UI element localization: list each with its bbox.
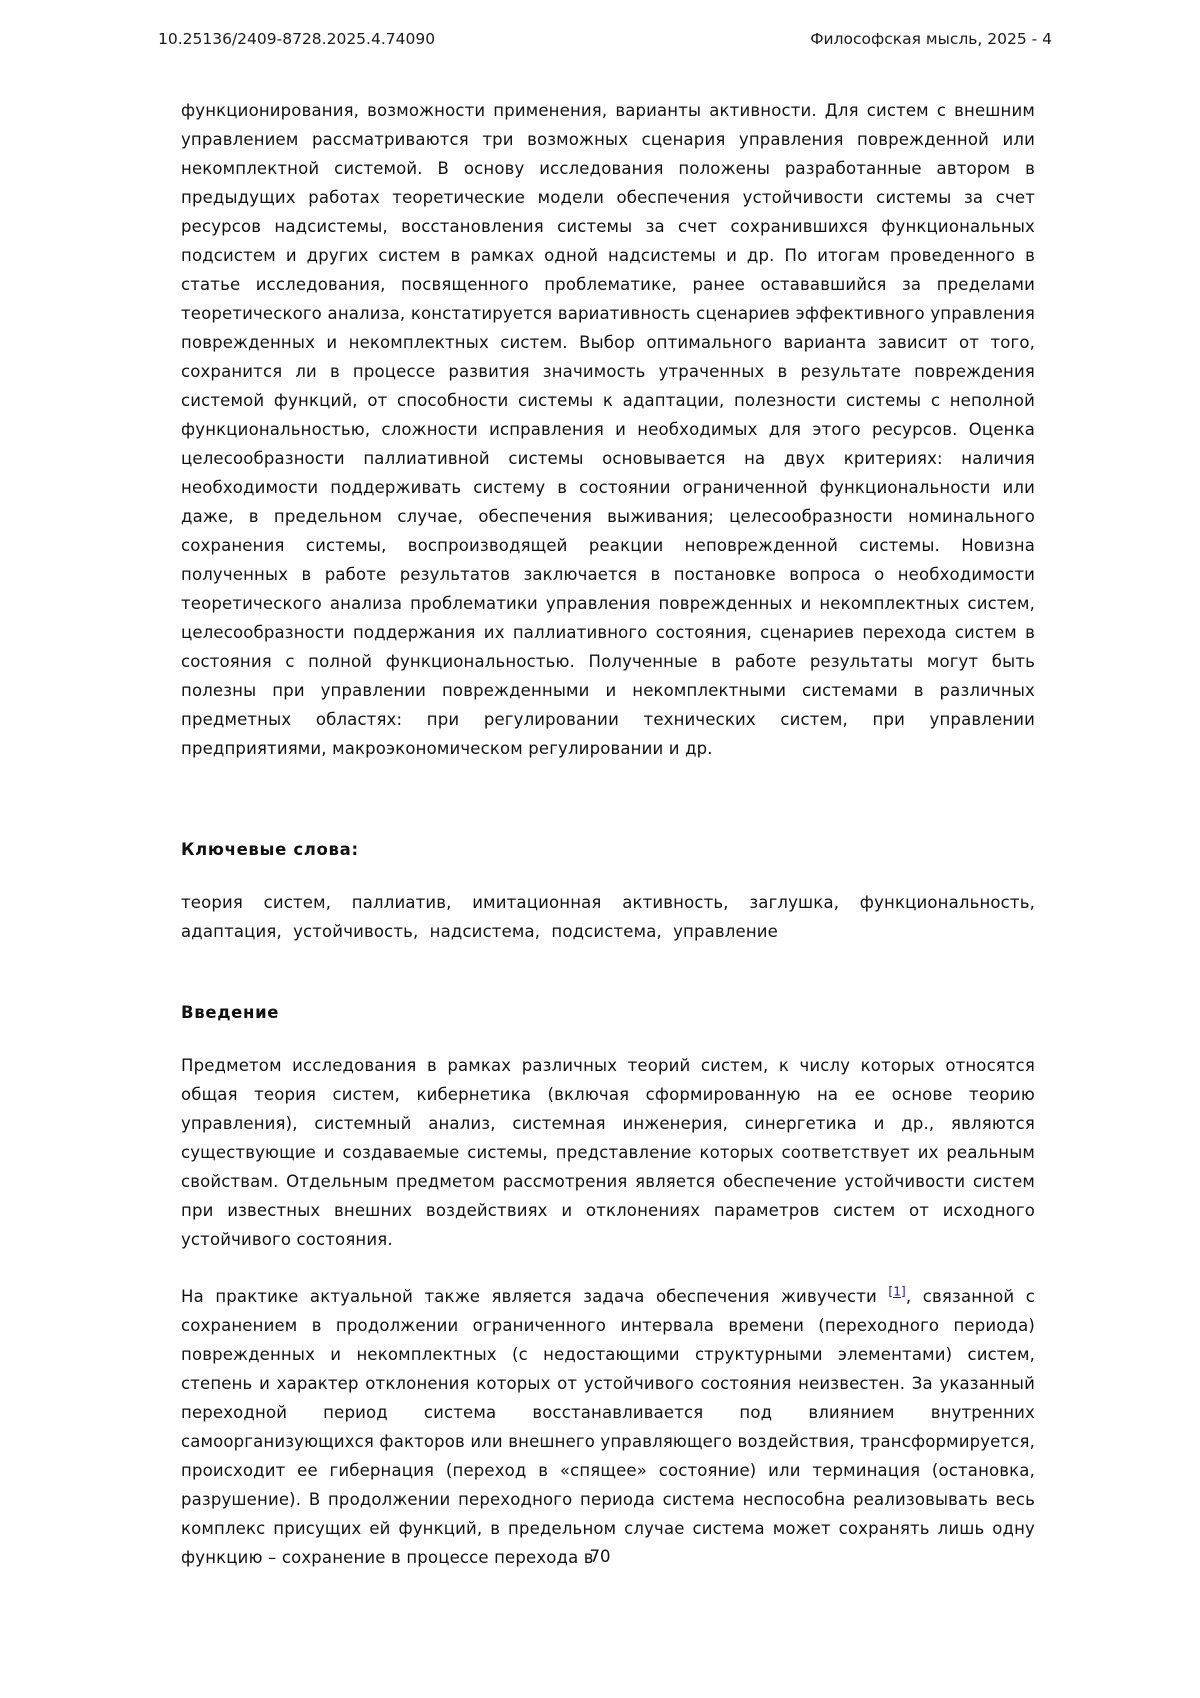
introduction-paragraph-1: Предметом исследования в рамках различных теорий систем, к числу которых относятся общая теория систем, кибернетика (включая сформированную на ее основе теорию управления), системный анализ, системная инженерия, синергетика и др., являются существующие и создаваемые системы, представление которых соответствует их реальным свойствам. Отдельным предметом рассмотрения является обеспечение устойчивости систем при известных внешних воздействиях и отклонениях параметров систем от исходного устойчивого состояния. (181, 1056, 1035, 1249)
keywords-text: теория систем, паллиатив, имитационная активность, заглушка, функциональность, адаптация, устойчивость, надсистема, подсистема, управление (181, 893, 1035, 941)
keywords-heading: Ключевые слова: (181, 840, 359, 859)
paragraph-text-after-reference: , связанной с сохранением в продолжении ограниченного интервала времени (переходного периода) поврежденных и некомплектных (с недостающими структурными элементами) систем, степень и характер отклонения которых от устойчивого состояния неизвестен. За указанный переходной период система восстанавливается под влиянием внутренних самоорганизующихся факторов или внешнего управляющего воздействия, трансформируется, происходит ее гибернация (переход в «спящее» состояние) или терминация (остановка, разрушение). В продолжении переходного периода система неспособна реализовывать весь комплекс присущих ей функций, в предельном случае система может сохранять лишь одну функцию – сохранение в процессе перехода в (181, 1287, 1036, 1567)
page-header (0, 0, 1200, 48)
introduction-paragraph-2 (181, 1282, 1035, 1572)
page-number: 70 (589, 1547, 611, 1566)
doi-label: 10.25136/2409-8728.2025.4.74090 (158, 30, 436, 48)
introduction-heading: Введение (181, 1003, 280, 1022)
journal-title: Философская мысль, 2025 - 4 (810, 30, 1052, 48)
citation-reference-link[interactable]: [1] (888, 1284, 906, 1299)
page-content (181, 96, 1035, 1572)
abstract-paragraph: функционирования, возможности применения, варианты активности. Для систем с внешним управлением рассматриваются три возможных сценария управления поврежденной или некомплектной системой. В основу исследования положены разработанные автором в предыдущих работах теоретические модели обеспечения устойчивости системы за счет ресурсов надсистемы, восстановления системы за счет сохранившихся функциональных подсистем и других систем в рамках одной надсистемы и др. По итогам проведенного в статье исследования, посвященного проблематике, ранее остававшийся за пределами теоретического анализа, констатируется вариативность сценариев эффективного управления поврежденных и некомплектных систем. Выбор оптимального варианта зависит от того, сохранится ли в процессе развития значимость утраченных в результате повреждения системой функций, от способности системы к адаптации, полезности системы с неполной функциональностью, сложности исправления и необходимых для этого ресурсов. Оценка целесообразности паллиативной системы основывается на двух критериях: наличия необходимости поддерживать систему в состоянии ограниченной функциональности или даже, в предельном случае, обеспечения выживания; целесообразности номинального сохранения системы, воспроизводящей реакции неповрежденной системы. Новизна полученных в работе результатов заключается в постановке вопроса о необходимости теоретического анализа проблематики управления поврежденных и некомплектных систем, целесообразности поддержания их паллиативного состояния, сценариев перехода систем в состояния с полной функциональностью. Полученные в работе результаты могут быть полезны при управлении поврежденными и некомплектными системами в различных предметных областях: при регулировании технических систем, при управлении предприятиями, макроэкономическом регулировании и др. (181, 101, 1035, 758)
paragraph-text-before-reference: На практике актуальной также является задача обеспечения живучести (181, 1287, 889, 1306)
